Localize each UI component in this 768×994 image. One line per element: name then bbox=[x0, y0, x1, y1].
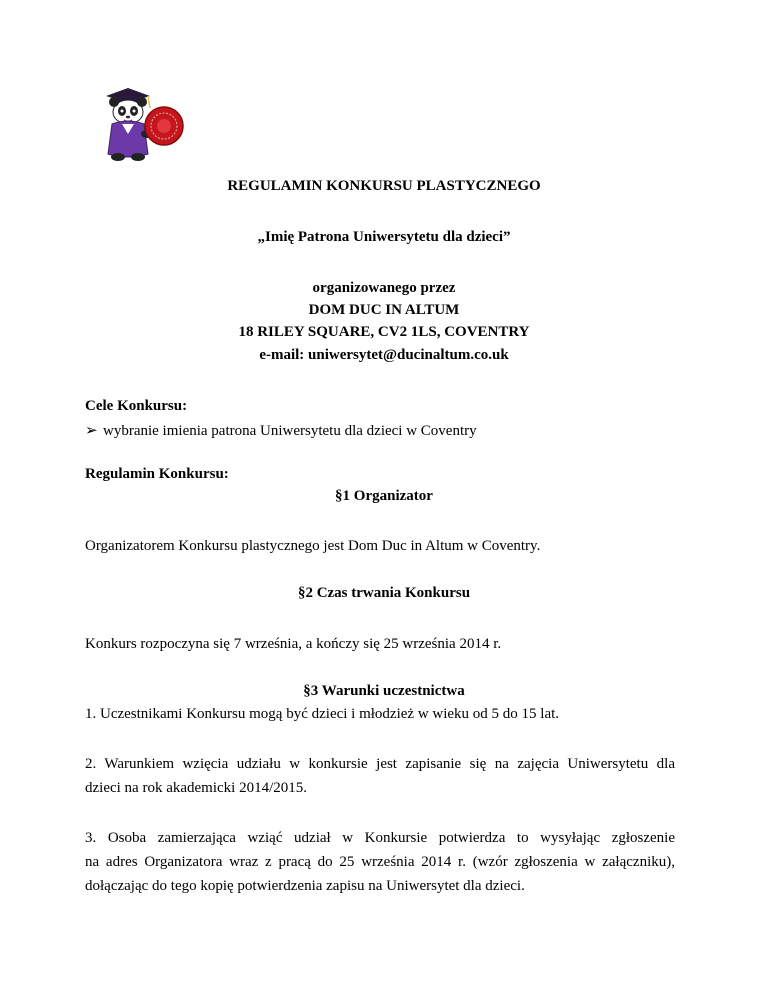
section-3-paragraph-2-line-1: 2. Warunkiem wzięcia udziału w konkursie jest zapisanie się na zajęcia Uniwersytetu dla bbox=[85, 756, 675, 772]
document-title: REGULAMIN KONKURSU PLASTYCZNEGO bbox=[227, 178, 541, 194]
arrow-bullet-icon: ➢ bbox=[85, 423, 98, 439]
section-3-title: §3 Warunki uczestnictwa bbox=[303, 683, 465, 699]
section-1-title: §1 Organizator bbox=[335, 488, 433, 504]
organizer-address: 18 RILEY SQUARE, CV2 1LS, COVENTRY bbox=[238, 324, 530, 340]
organized-by-label: organizowanego przez bbox=[312, 280, 456, 296]
section-3-paragraph-3-line-2: na adres Organizatora wraz z pracą do 25 września 2014 r. (wzór zgłoszenia w załączniku), bbox=[85, 854, 675, 870]
section-3-paragraph-1: 1. Uczestnikami Konkursu mogą być dzieci i młodzież w wieku od 5 do 15 lat. bbox=[85, 706, 560, 722]
goal-text: wybranie imienia patrona Uniwersytetu dla dzieci w Coventry bbox=[103, 423, 477, 439]
goals-heading: Cele Konkursu: bbox=[85, 398, 188, 414]
section-3-paragraph-3-line-3: dołączając do tego kopię potwierdzenia zapisu na Uniwersytet dla dzieci. bbox=[85, 878, 525, 894]
section-2-title: §2 Czas trwania Konkursu bbox=[297, 585, 471, 601]
section-3-paragraph-3-line-1: 3. Osoba zamierzająca wziąć udział w Konkursie potwierdza to wysyłając zgłoszenie bbox=[85, 830, 675, 846]
organizer-name: DOM DUC IN ALTUM bbox=[308, 302, 460, 318]
contest-subtitle: „Imię Patrona Uniwersytetu dla dzieci” bbox=[257, 229, 511, 245]
section-1-text: Organizatorem Konkursu plastycznego jest Dom Duc in Altum w Coventry. bbox=[85, 538, 541, 554]
rules-heading: Regulamin Konkursu: bbox=[85, 466, 229, 482]
section-2-text: Konkurs rozpoczyna się 7 września, a kończy się 25 września 2014 r. bbox=[85, 636, 502, 652]
section-3-paragraph-2-line-2: dzieci na rok akademicki 2014/2015. bbox=[85, 780, 308, 796]
organizer-email: e-mail: uniwersytet@ducinaltum.co.uk bbox=[259, 347, 509, 363]
panda-logo-icon bbox=[92, 86, 188, 162]
goals-list-item bbox=[85, 421, 675, 440]
